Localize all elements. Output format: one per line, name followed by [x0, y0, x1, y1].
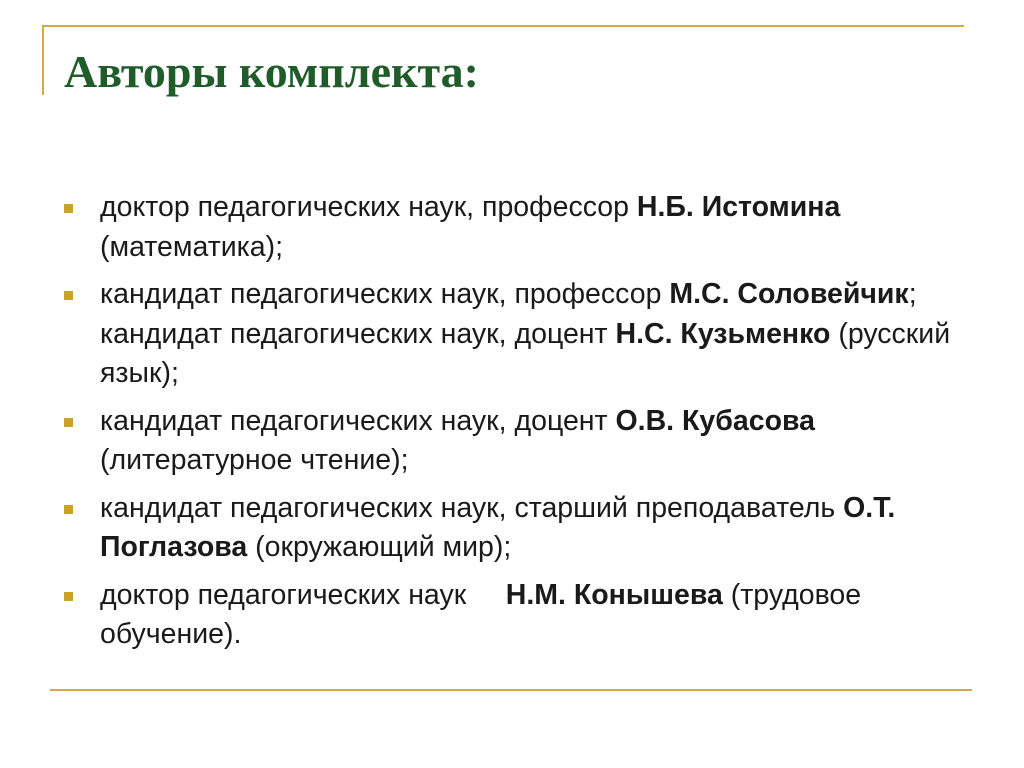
bottom-divider	[50, 689, 972, 691]
author-item-literature	[62, 402, 962, 481]
author-name: О.В. Кубасова	[615, 404, 815, 437]
author-item-russian	[62, 275, 962, 394]
author-role: кандидат педагогических наук, старший преподаватель	[100, 491, 844, 524]
square-bullet-icon	[64, 505, 73, 514]
author-role-secondary: ; кандидат педагогических наук, доцент	[100, 278, 917, 350]
author-role: кандидат педагогических наук, доцент	[100, 404, 616, 437]
top-divider	[42, 25, 964, 27]
author-name: Н.М. Конышева	[505, 578, 723, 611]
left-divider	[42, 25, 44, 95]
square-bullet-icon	[64, 592, 73, 601]
slide-title: Авторы комплекта:	[64, 46, 479, 97]
author-item-world	[62, 489, 962, 568]
author-subject: (русский язык);	[100, 317, 951, 389]
author-role: кандидат педагогических наук, профессор	[100, 278, 670, 310]
author-subject: (трудовое обучение).	[100, 578, 862, 650]
author-name-secondary: Н.С. Кузьменко	[615, 317, 831, 350]
author-role: доктор педагогических наук, профессор	[100, 191, 637, 223]
author-name: Н.Б. Истомина	[636, 191, 841, 223]
author-name: М.С. Соловейчик	[669, 278, 909, 310]
square-bullet-icon	[64, 204, 73, 213]
author-role: доктор педагогических наук	[100, 578, 506, 611]
author-subject: (окружающий мир);	[247, 531, 512, 563]
author-subject: (литературное чтение);	[100, 444, 409, 476]
author-item-labor	[62, 576, 962, 655]
author-name: О.Т. Поглазова	[100, 491, 896, 563]
author-list	[62, 188, 962, 663]
author-subject: (математика);	[100, 230, 284, 263]
square-bullet-icon	[64, 418, 73, 427]
square-bullet-icon	[64, 291, 73, 300]
author-item-math	[62, 188, 962, 267]
